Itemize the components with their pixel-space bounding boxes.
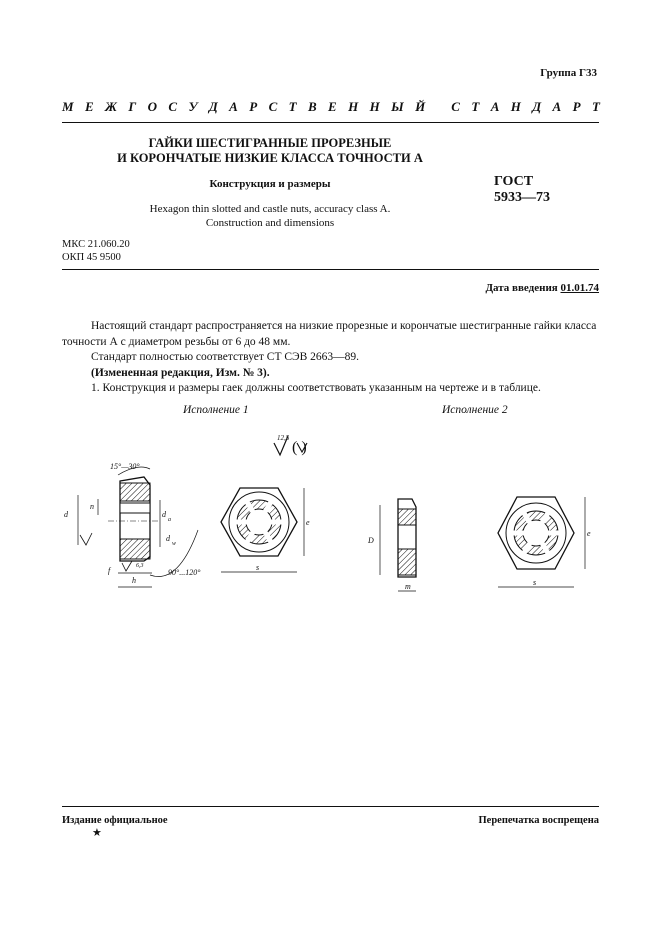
title-line-2: И КОРОНЧАТЫЕ НИЗКИЕ КЛАССА ТОЧНОСТИ А [117,151,423,165]
heading-letter: О [147,99,157,114]
title-line-1: ГАЙКИ ШЕСТИГРАННЫЕ ПРОРЕЗНЫЕ [148,136,392,150]
footer-rule [62,806,599,807]
effective-date-value: 01.01.74 [560,282,599,294]
heading-letter: Н [369,99,380,114]
top-rule [62,122,599,123]
heading-letter: А [552,99,562,114]
label-roughness-r: 6,3 [136,563,144,569]
paragraph-construction: 1. Конструкция и размеры гаек должны соответствовать указанным на чертеже и в таблице. [91,382,541,394]
roughness-value: 12,5 [277,434,290,442]
gost-number [494,174,550,206]
paragraph-amendment: (Измененная редакция, Изм. № 3). [91,366,270,379]
heading-letter: С [451,99,460,114]
body-text [62,319,602,397]
heading-letter: Д [208,99,218,114]
official-edition: Издание официальное [62,815,168,826]
heading-letter: Й [415,99,426,114]
variant-2-top-view [495,495,600,595]
caption-variant-2: Исполнение 2 [442,404,508,416]
paragraph-scope: Настоящий стандарт распространяется на низкие прорезные и корончатые шестигранные гайки класса точности А с диаметром резьбы от 6 до 48 мм. [62,320,597,348]
variant-2-side-view [360,495,440,595]
label-e-2: e [587,529,591,538]
label-n: n [90,502,94,511]
heading-letter: Н [510,99,521,114]
document-title [105,136,435,166]
variant-1-top-view [218,480,318,580]
heading-letter: Е [328,99,337,114]
label-angle-1: 15°—30° [110,462,140,471]
label-dw: d [166,534,170,543]
heading-letter: Е [84,99,94,114]
gost-label: ГОСТ [494,174,534,189]
heading-letter: Р [249,99,258,114]
label-D: D [368,536,374,545]
paragraph-compliance: Стандарт полностью соответствует СТ СЭВ 2663—89. [91,351,360,363]
caption-variant-1: Исполнение 1 [183,404,249,416]
heading-letter: У [188,99,198,114]
mks-code: МКС 21.060.20 [62,239,130,250]
heading-letter: Т [471,99,480,114]
interstate-standard-heading [62,99,600,115]
star-icon: ★ [92,827,102,839]
label-m: m [405,582,411,591]
label-da: d [162,510,166,519]
heading-letter: Ы [391,99,404,114]
gost-code: 5933—73 [494,190,550,205]
english-title-line-1: Hexagon thin slotted and castle nuts, accuracy class A. [149,203,391,215]
heading-letter: А [490,99,500,114]
label-angle-2: 90°...120° [168,568,201,577]
effective-date [485,282,599,294]
label-h: h [132,576,136,585]
document-subtitle: Конструкция и размеры [209,178,331,190]
label-e-1: e [306,518,310,527]
heading-letter: С [268,99,278,114]
heading-letter [437,99,440,115]
english-title-line-2: Construction and dimensions [205,217,335,229]
heading-letter: С [168,99,178,114]
label-f: f [108,566,111,575]
heading-letter: М [62,99,74,114]
heading-letter: А [229,99,238,114]
label-da-sub: a [168,517,171,523]
middle-rule [62,269,599,270]
classification-codes [62,238,130,264]
label-s-2: s [533,578,537,587]
label-dw-sub: w [172,541,177,547]
english-title [105,202,435,230]
heading-letter: Г [128,99,137,114]
heading-letter: В [307,99,317,114]
heading-letter: Ж [105,99,117,114]
heading-letter: Р [572,99,581,114]
heading-letter: Т [591,99,600,114]
reprint-prohibited: Перепечатка воспрещена [478,815,599,826]
effective-date-label: Дата введения [485,282,558,294]
heading-letter: Н [348,99,359,114]
variant-1-side-view [58,455,203,605]
heading-letter: Т [288,99,297,114]
label-s-1: s [256,563,260,572]
roughness-symbol [270,432,330,462]
heading-letter: Д [532,99,542,114]
label-d: d [64,510,68,519]
roughness-paren: ( ) [292,439,307,456]
okp-code: ОКП 45 9500 [62,252,121,263]
group-code: Группа Г33 [540,67,597,79]
